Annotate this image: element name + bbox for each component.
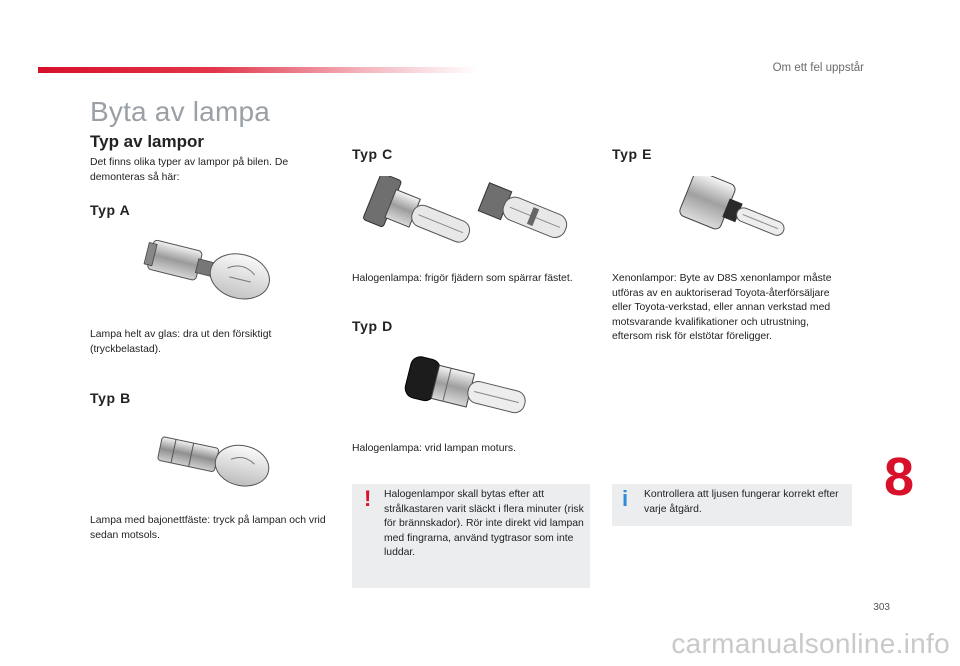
header-accent-bar — [38, 67, 478, 73]
type-c-text: Halogenlampa: frigör fjädern som spärrar fästet. — [352, 273, 573, 284]
type-c-heading: Typ C — [352, 146, 393, 162]
info-icon: i — [622, 486, 629, 511]
info-text: Kontrollera att ljusen fungerar korrekt efter varje åtgärd. — [644, 489, 839, 515]
warning-icon: ! — [364, 486, 372, 511]
bulb-type-e-illustration — [676, 176, 796, 254]
chapter-title: Om ett fel uppstår — [772, 62, 864, 74]
page-title: Byta av lampa — [90, 96, 271, 127]
type-a-text: Lampa helt av glas: dra ut den försiktigt (tryckbelastad). — [90, 329, 272, 355]
section-intro: Det finns olika typer av lampor på bilen. De demonteras så här: — [90, 157, 289, 183]
type-a-heading: Typ A — [90, 202, 131, 218]
bulb-type-c-illustration — [358, 176, 588, 266]
warning-text: Halogenlampor skall bytas efter att strålkastaren varit släckt i flera minuter (risk för brännskador). Rör inte direkt vid lampan med fingrarna, använd tygtrasor som inte luddar. — [384, 489, 584, 559]
bulb-type-a-illustration — [140, 232, 280, 312]
warning-note — [352, 484, 590, 588]
type-e-heading: Typ E — [612, 146, 653, 162]
watermark: carmanualsonline.info — [671, 628, 950, 659]
type-d-text: Halogenlampa: vrid lampan moturs. — [352, 443, 517, 454]
info-note — [612, 484, 852, 526]
bulb-type-b-illustration — [150, 428, 280, 498]
chapter-number: 8 — [883, 447, 914, 507]
bulb-type-d-illustration — [402, 352, 542, 432]
type-d-heading: Typ D — [352, 318, 393, 334]
section-heading: Typ av lampor — [90, 132, 204, 151]
page-number: 303 — [873, 602, 890, 613]
type-e-text: Xenonlampor: Byte av D8S xenonlampor måste utföras av en auktoriserad Toyota-återförsäljare eller Toyota-verkstad, eller annan verkstad med motsvarande kvalifikationer och utrustning, eftersom risk för elstötar föreligger. — [612, 273, 832, 343]
type-b-text: Lampa med bajonettfäste: tryck på lampan och vrid sedan motsols. — [90, 515, 326, 541]
type-b-heading: Typ B — [90, 390, 131, 406]
